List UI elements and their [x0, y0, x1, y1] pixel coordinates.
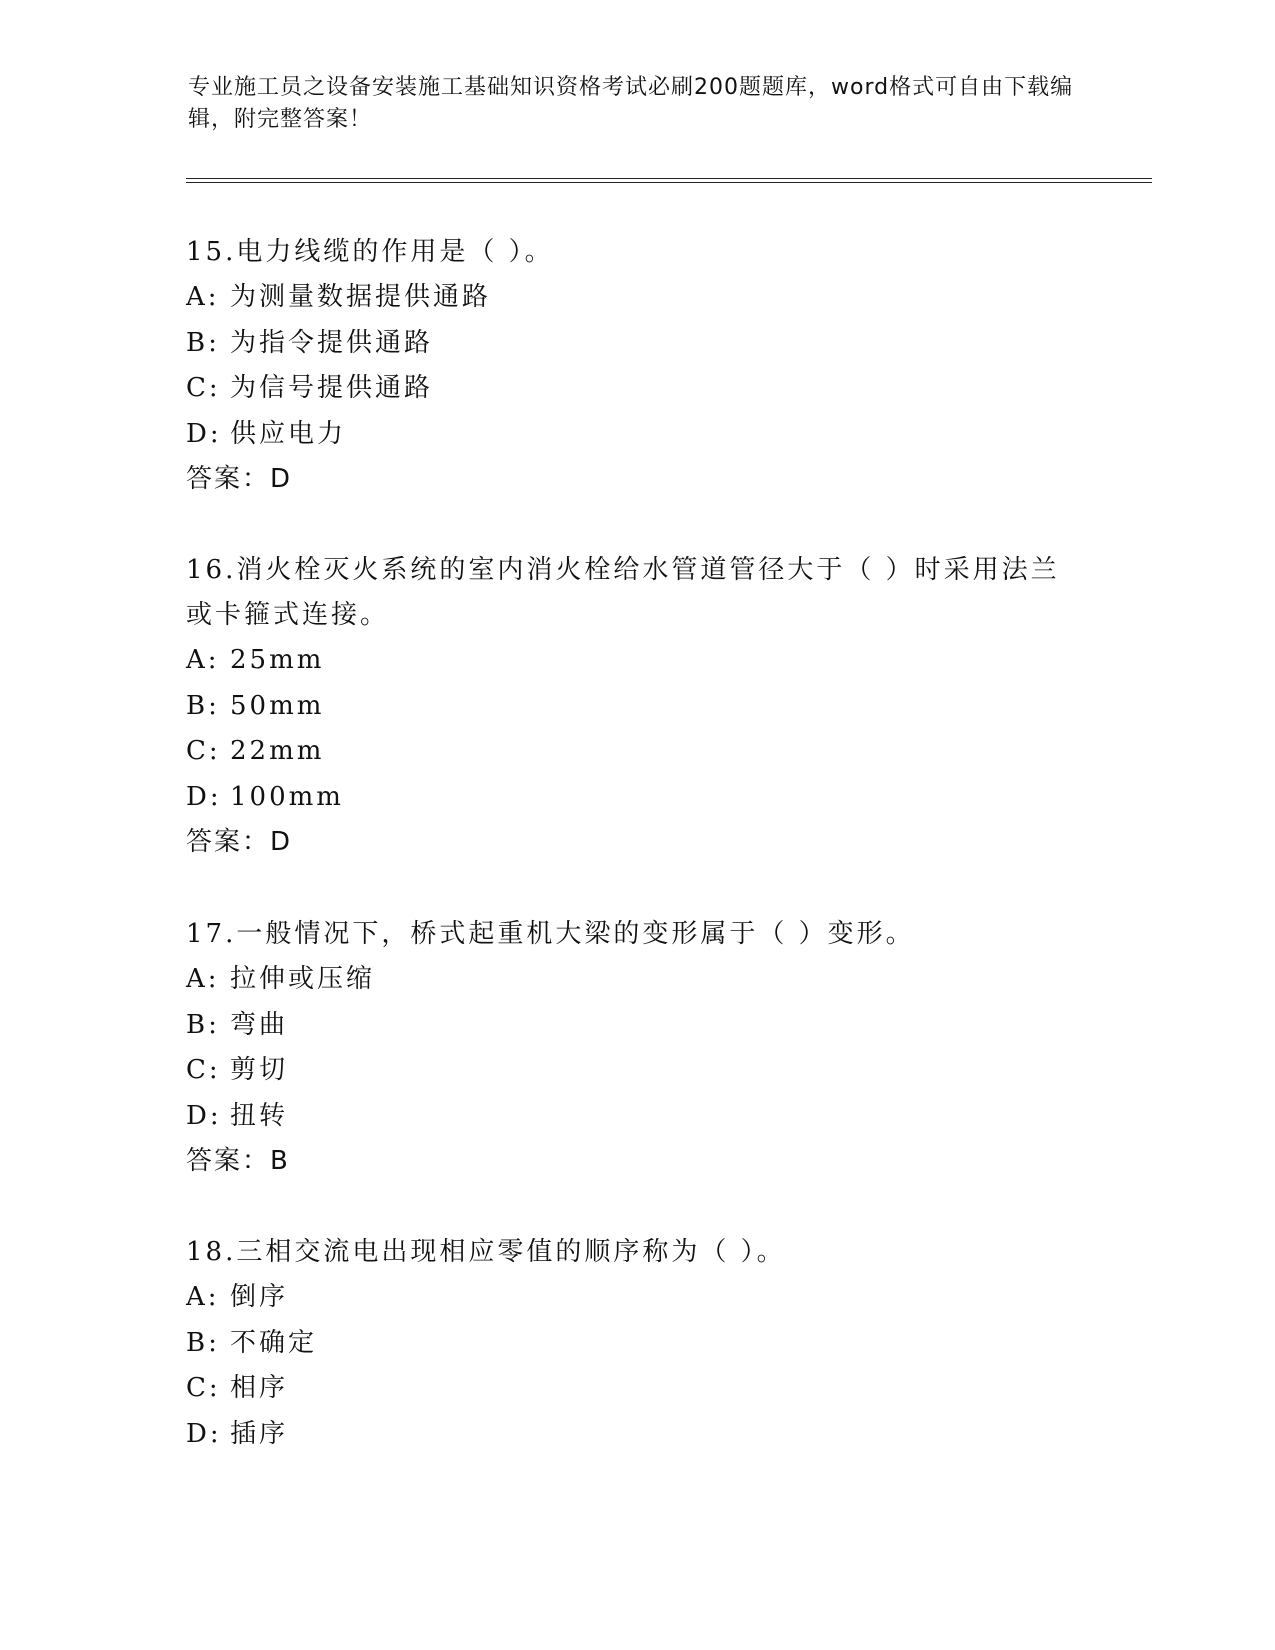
answer: 答案：B — [186, 1146, 290, 1176]
header-divider — [186, 178, 1152, 183]
option-letter: D: — [186, 1418, 222, 1449]
option-d — [186, 1412, 1086, 1458]
question-17 — [186, 912, 1086, 1184]
option-text: 拉伸或压缩 — [230, 964, 376, 994]
option-letter: C: — [186, 373, 221, 403]
option-letter: D: — [186, 781, 222, 812]
option-letter: B: — [186, 1009, 220, 1040]
option-d — [186, 1094, 1086, 1140]
option-c — [186, 1366, 1086, 1412]
option-letter: D: — [186, 418, 222, 449]
question-stem: 17.一般情况下，桥式起重机大梁的变形属于（ ）变形。 — [186, 919, 915, 949]
option-text: 25mm — [230, 645, 325, 675]
option-d — [186, 775, 1086, 821]
option-text: 扭转 — [230, 1100, 289, 1131]
option-letter: C: — [186, 1055, 221, 1085]
option-letter: B: — [186, 327, 220, 358]
question-stem: 15.电力线缆的作用是（ ）。 — [186, 237, 554, 267]
option-text: 100mm — [230, 781, 344, 812]
question-stem: 16.消火栓灭火系统的室内消火栓给水管道管径大于（ ）时采用法兰或卡箍式连接。 — [186, 555, 1060, 630]
option-text: 为信号提供通路 — [230, 373, 434, 403]
option-b — [186, 1321, 1086, 1367]
option-text: 弯曲 — [230, 1009, 289, 1040]
option-text: 22mm — [230, 736, 325, 766]
option-letter: A: — [186, 645, 220, 675]
option-text: 供应电力 — [230, 418, 347, 449]
option-text: 50mm — [230, 690, 325, 721]
option-text: 为测量数据提供通路 — [230, 282, 492, 312]
option-c — [186, 366, 1086, 412]
option-b — [186, 684, 1086, 730]
option-letter: D: — [186, 1100, 222, 1131]
answer: 答案：D — [186, 827, 293, 857]
option-c — [186, 1048, 1086, 1094]
option-text: 为指令提供通路 — [230, 327, 434, 358]
option-text: 剪切 — [230, 1055, 289, 1085]
option-text: 不确定 — [230, 1327, 318, 1358]
option-letter: C: — [186, 1373, 221, 1403]
option-letter: A: — [186, 1282, 220, 1312]
option-c — [186, 729, 1086, 775]
question-15 — [186, 230, 1086, 502]
option-a — [186, 957, 1086, 1003]
option-letter: A: — [186, 964, 220, 994]
question-stem: 18.三相交流电出现相应零值的顺序称为（ ）。 — [186, 1237, 786, 1267]
option-letter: A: — [186, 282, 220, 312]
option-text: 倒序 — [230, 1282, 289, 1312]
option-a — [186, 638, 1086, 684]
question-18 — [186, 1230, 1086, 1457]
option-d — [186, 412, 1086, 458]
option-letter: B: — [186, 1327, 220, 1358]
answer: 答案：D — [186, 464, 293, 494]
question-16 — [186, 548, 1086, 865]
option-letter: B: — [186, 690, 220, 721]
option-text: 相序 — [230, 1373, 289, 1403]
option-a — [186, 1275, 1086, 1321]
option-letter: C: — [186, 736, 221, 766]
document-header: 专业施工员之设备安装施工基础知识资格考试必刷200题题库，word格式可自由下载编辑，附完整答案！ — [188, 75, 1074, 132]
option-a — [186, 275, 1086, 321]
option-b — [186, 1003, 1086, 1049]
option-b — [186, 321, 1086, 367]
option-text: 插序 — [230, 1418, 289, 1449]
